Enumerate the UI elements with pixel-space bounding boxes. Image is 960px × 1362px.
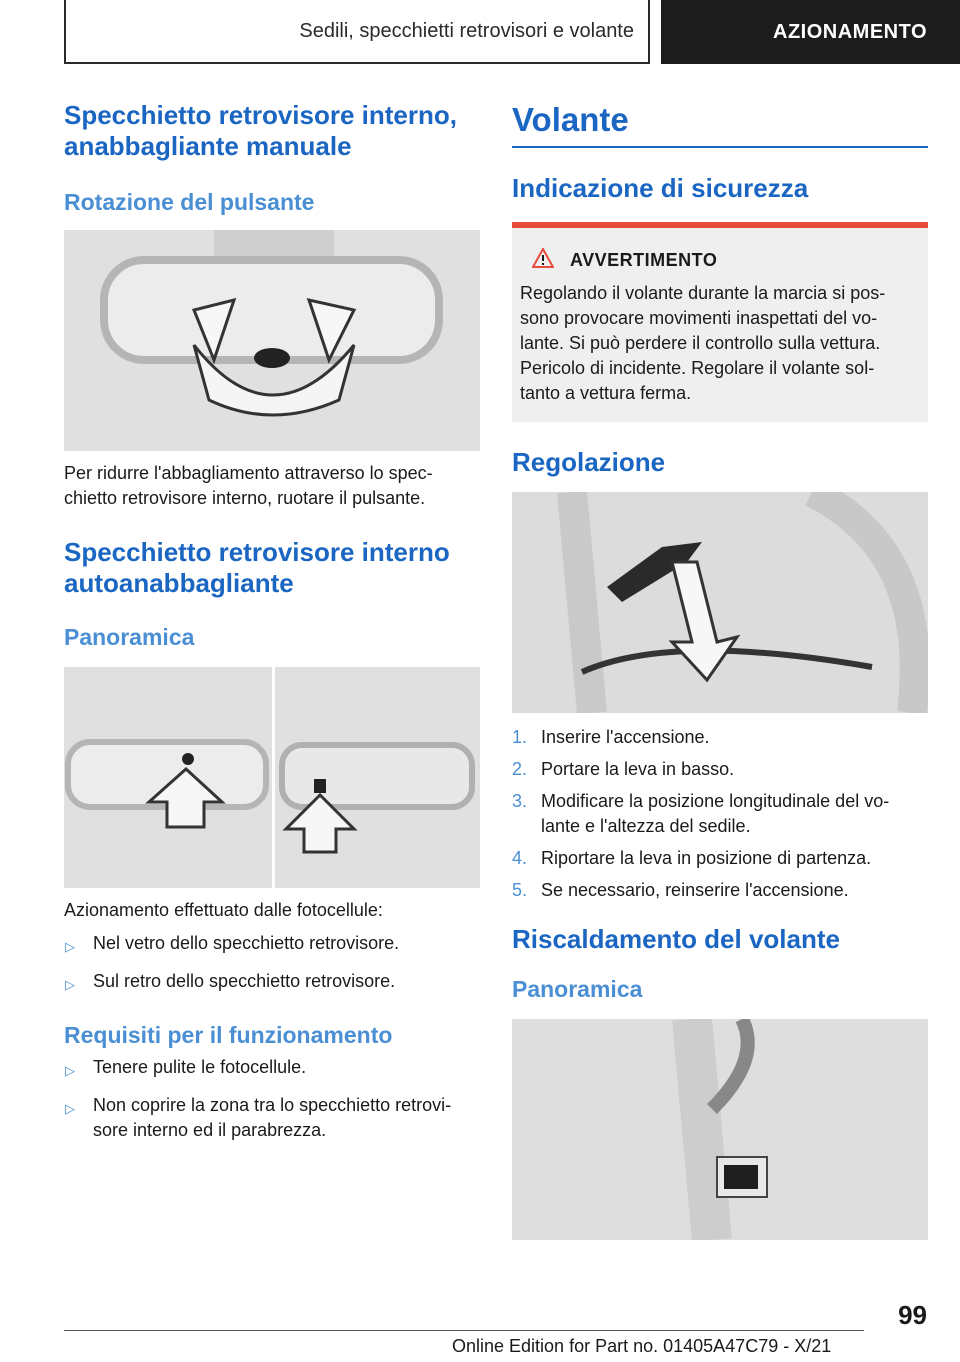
- list-item: ▷ Non coprire la zona tra lo specchietto retrovi- sore interno ed il parabrezza.: [64, 1093, 480, 1143]
- header-section-title: Sedili, specchietti retrovisori e volante: [299, 19, 634, 42]
- list-item: 3. Modificare la posizione longitudinale del vo- lante e l'altezza del sedile.: [512, 791, 890, 836]
- mirror-photocells-illustration: [64, 667, 480, 888]
- footer-edition: Online Edition for Part no. 01405A47C79 - X/21: [452, 1336, 832, 1356]
- figure-steering-lever: [512, 492, 928, 713]
- header-chapter-title: AZIONAMENTO: [773, 20, 928, 43]
- warning-triangle-icon: [532, 248, 554, 273]
- figure-heating-button: [512, 1019, 928, 1240]
- heading-rule: [512, 146, 928, 148]
- list-item: ▷ Tenere pulite le fotocellule.: [64, 1055, 480, 1083]
- heading-adjustment: Regolazione: [512, 447, 666, 477]
- right-column: [512, 100, 928, 1240]
- heading-steering-heating: Riscaldamento del volante: [512, 924, 840, 954]
- heading-overview-right: Panoramica: [512, 976, 643, 1002]
- warning-text: Regolando il volante durante la marcia si pos- sono provocare movimenti inaspettati del vo- lante. Si può perdere il controllo sulla vettura. Pericolo di incidente. Regolare il volante sol- tanto a vettura ferma.: [520, 283, 886, 403]
- running-header-chapter: [661, 0, 960, 64]
- list-item: 2. Portare la leva in basso.: [512, 759, 735, 779]
- warning-title: AVVERTIMENTO: [570, 250, 718, 270]
- triangle-right-icon: ▷: [65, 1101, 75, 1116]
- heading-safety: Indicazione di sicurezza: [512, 173, 809, 203]
- running-header-section: [64, 0, 650, 64]
- triangle-right-icon: ▷: [65, 939, 75, 954]
- heading-auto-dimming-mirror: Specchietto retrovisore interno autoanabbagliante: [64, 537, 450, 598]
- triangle-right-icon: ▷: [65, 1063, 75, 1078]
- adjustment-steps: [512, 725, 928, 903]
- heading-overview-left: Panoramica: [64, 624, 195, 650]
- triangle-right-icon: ▷: [65, 977, 75, 992]
- list-item: ▷ Sul retro dello specchietto retrovisore.: [64, 969, 480, 997]
- list-item: 1. Inserire l'accensione.: [512, 727, 710, 747]
- footer-rule: [64, 1330, 864, 1331]
- heading-requirements: Requisiti per il funzionamento: [64, 1022, 393, 1048]
- left-column: [64, 100, 480, 1153]
- heading-manual-mirror: Specchietto retrovisore interno, anabbagliante manuale: [64, 100, 457, 161]
- requirements-list: [64, 1055, 480, 1143]
- steering-lever-illustration: [512, 492, 928, 713]
- page-number: 99: [898, 1300, 927, 1330]
- heading-button-rotation: Rotazione del pulsante: [64, 189, 315, 215]
- heating-button-illustration: [512, 1019, 928, 1240]
- figure-mirror-rotation: [64, 230, 480, 451]
- paragraph-photocells: Azionamento effettuato dalle fotocellule:: [64, 900, 383, 920]
- list-item: 5. Se necessario, reinserire l'accensione.: [512, 880, 849, 900]
- photocell-list: [64, 931, 480, 997]
- warning-box: [512, 228, 928, 422]
- list-item: 4. Riportare la leva in posizione di partenza.: [512, 848, 872, 868]
- paragraph-rotation: Per ridurre l'abbagliamento attraverso lo spec- chietto retrovisore interno, ruotare il pulsante.: [64, 463, 433, 508]
- warning-title-row: [520, 248, 920, 273]
- figure-mirror-photocells: [64, 667, 480, 888]
- heading-steering-wheel: Volante: [512, 101, 629, 138]
- list-item: ▷ Nel vetro dello specchietto retrovisore.: [64, 931, 480, 959]
- mirror-rotation-illustration: [64, 230, 480, 451]
